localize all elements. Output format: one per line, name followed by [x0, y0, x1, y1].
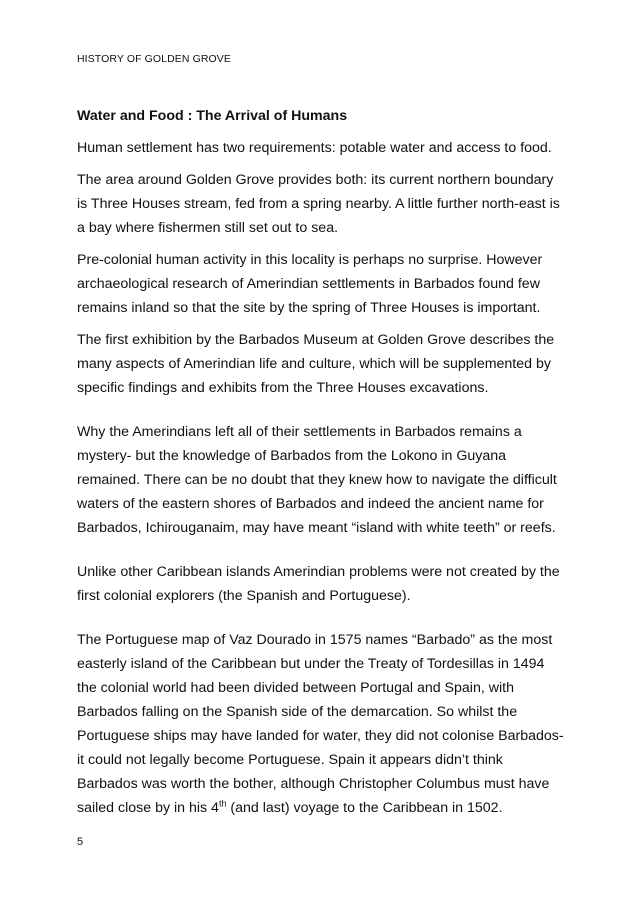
paragraph-settlement-requirements: Human settlement has two requirements: potable water and access to food.	[77, 140, 552, 156]
paragraph-museum-exhibition: The first exhibition by the Barbados Museum at Golden Grove describes the many aspects of Amerindian life and culture, which will be supplemented by specific findings and exhibits from the Three Houses excavations.	[77, 332, 555, 396]
paragraph-portuguese-map-ending: (and last) voyage to the Caribbean in 1502.	[226, 800, 503, 816]
page-number: 5	[77, 836, 84, 848]
paragraph-colonial-explorers: Unlike other Caribbean islands Amerindian problems were not created by the first colonial explorers (the Spanish and Portuguese).	[77, 564, 560, 604]
running-header: HISTORY OF GOLDEN GROVE	[77, 53, 232, 65]
paragraph-amerindian-mystery: Why the Amerindians left all of their settlements in Barbados remains a mystery- but the knowledge of Barbados from the Lokono in Guyana remained. There can be no doubt that they knew how to navigate the difficult waters of the eastern shores of Barbados and indeed the ancient name for Barbados, Ichirouganaim, may have meant “island with white teeth” or reefs.	[77, 424, 557, 536]
ordinal-superscript: th	[218, 798, 227, 809]
paragraph-portuguese-map-text: The Portuguese map of Vaz Dourado in 1575 names “Barbado” as the most easterly island of the Caribbean but under the Treaty of Tordesillas in 1494 the colonial world had been divided between Portugal and Spain, with Barbados falling on the Spanish side of the demarcation. So whilst the Portuguese ships may have landed for water, they did not colonise Barbados- it could not legally become Portuguese. Spain it appears didn’t think Barbados was worth the bother, although Christopher Columbus must have sailed close by in his 4	[77, 632, 564, 816]
document-body	[77, 104, 567, 820]
paragraph-golden-grove-area: The area around Golden Grove provides both: its current northern boundary is Three Houses stream, fed from a spring nearby. A little further north-east is a bay where fishermen still set out to sea.	[77, 172, 560, 236]
section-heading: Water and Food : The Arrival of Humans	[77, 108, 348, 124]
paragraph-pre-colonial-activity: Pre-colonial human activity in this locality is perhaps no surprise. However archaeological research of Amerindian settlements in Barbados found few remains inland so that the site by the spring of Three Houses is important.	[77, 252, 543, 316]
paragraph-portuguese-map	[77, 628, 567, 820]
